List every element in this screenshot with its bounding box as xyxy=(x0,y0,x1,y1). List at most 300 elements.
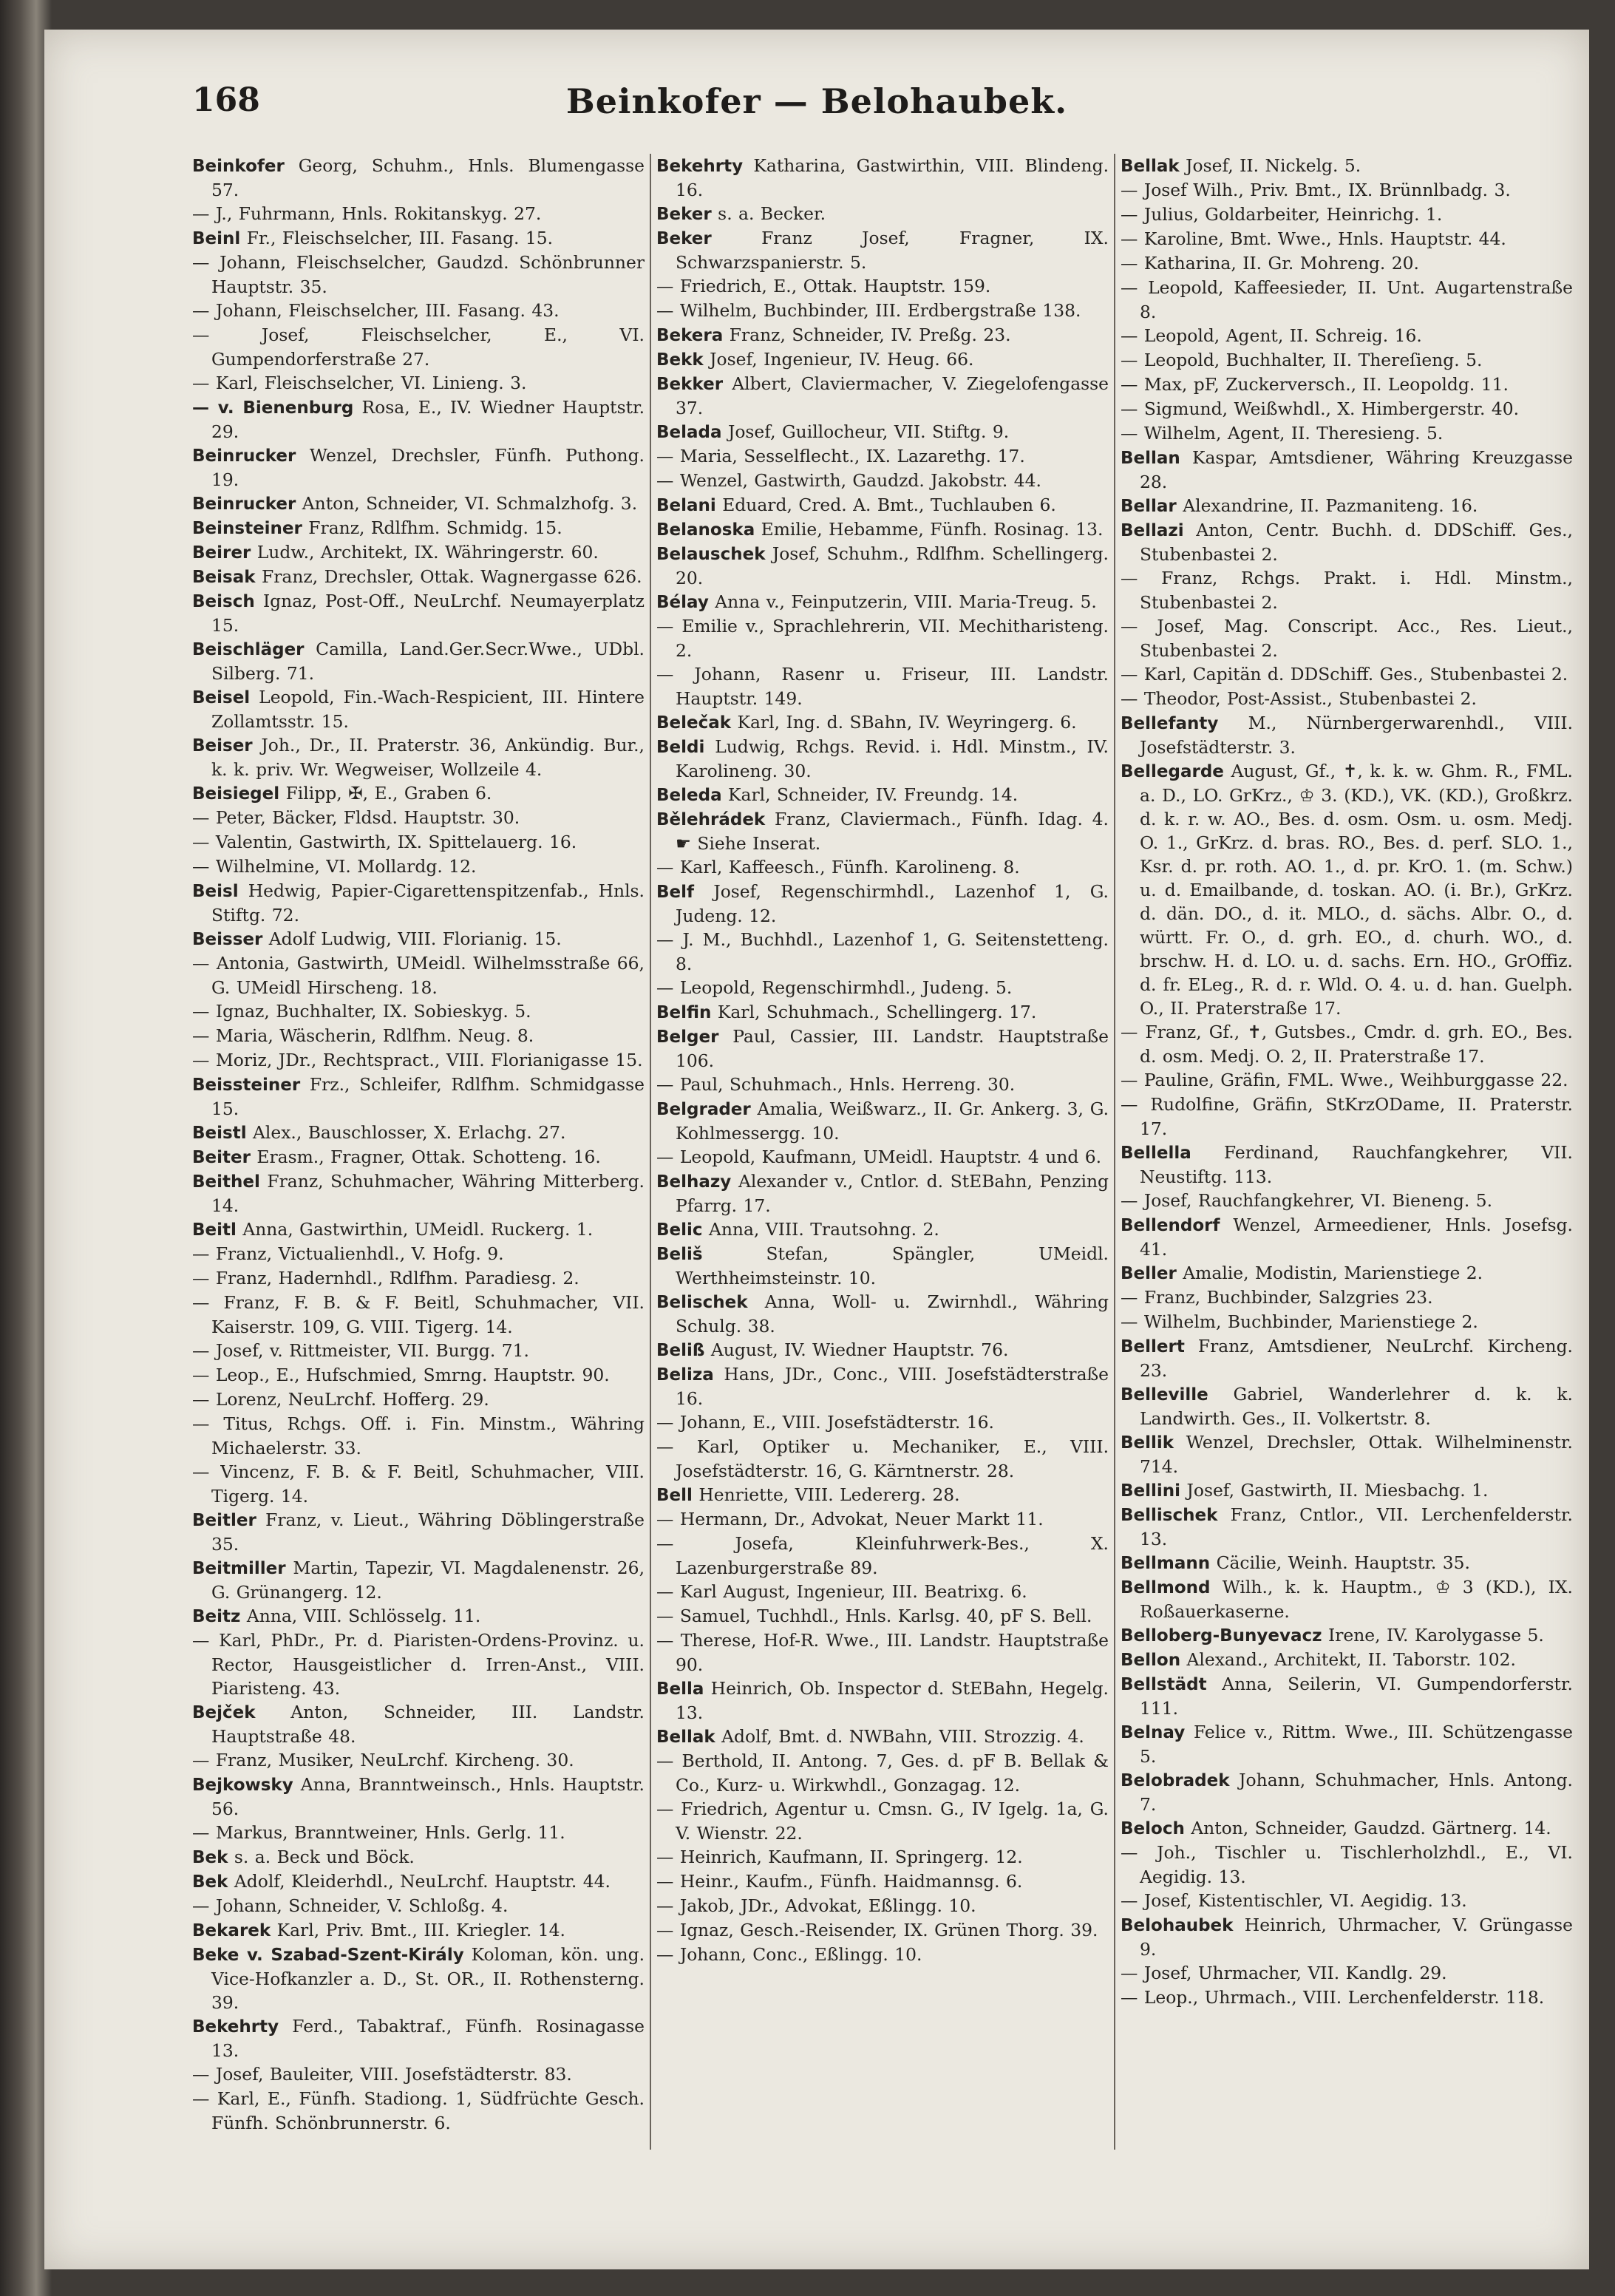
entry-details: Ferd., Tabaktraf., Fünfh. Rosinagasse 13. xyxy=(211,2016,645,2061)
directory-entry xyxy=(1121,1093,1573,1141)
entry-surname: Bellazi xyxy=(1121,521,1184,540)
directory-entry xyxy=(1121,1261,1573,1285)
entry-details: — Sigmund, Weißwhdl., X. Himbergerstr. 40. xyxy=(1121,398,1520,419)
entry-details: — Titus, Rchgs. Off. i. Fin. Minstm., Währing Michaelerstr. 33. xyxy=(192,1413,645,1458)
directory-entry xyxy=(1121,178,1573,203)
entry-details: — Josef, Kistentischler, VI. Aegidig. 13. xyxy=(1121,1890,1467,1911)
directory-entry xyxy=(1121,251,1573,276)
entry-surname: Beisl xyxy=(192,882,239,901)
directory-entry xyxy=(192,2062,645,2087)
directory-entry xyxy=(656,1217,1109,1242)
entry-details: Alexandrine, II. Pazmaniteng. 16. xyxy=(1176,495,1478,516)
directory-entry xyxy=(1121,1623,1573,1648)
entry-details: Anna, VIII. Schlösselg. 11. xyxy=(240,1606,481,1626)
directory-entry xyxy=(192,1388,645,1412)
entry-surname: Bellendorf xyxy=(1121,1216,1220,1235)
entry-surname: Beinrucker xyxy=(192,495,296,514)
directory-entry xyxy=(192,685,645,733)
entry-surname: Beitl xyxy=(192,1220,237,1240)
directory-entry xyxy=(192,1121,645,1145)
entry-details: — Theodor, Post-Assist., Stubenbastei 2. xyxy=(1121,688,1477,709)
directory-entry xyxy=(1121,373,1573,397)
directory-entry xyxy=(656,299,1109,323)
entry-surname: Bellak xyxy=(656,1728,715,1747)
entry-details: Stefan, Spängler, UMeidl. Werthheimsteinstr. 10. xyxy=(676,1243,1109,1288)
entry-details: Ludwig, Rchgs. Revid. i. Hdl. Minstm., IV. Karolineng. 30. xyxy=(676,736,1109,781)
directory-entry xyxy=(656,976,1109,1000)
entry-details: — Josef Wilh., Priv. Bmt., IX. Brünnlbadg. 3. xyxy=(1121,180,1511,200)
entry-details: — Leop., E., Hufschmied, Smrng. Hauptstr. 90. xyxy=(192,1365,610,1385)
entry-details: — Josef, Mag. Conscript. Acc., Res. Lieut., Stubenbastei 2. xyxy=(1121,616,1573,661)
entry-details: — Josef, Fleischselcher, E., VI. Gumpendorferstraße 27. xyxy=(192,325,645,370)
entry-details: Johann, Schuhmacher, Hnls. Antong. 7. xyxy=(1140,1770,1573,1815)
directory-entry xyxy=(1121,1020,1573,1068)
entry-surname: Belger xyxy=(656,1028,719,1047)
entry-details: Josef, Ingenieur, IV. Heug. 66. xyxy=(703,349,974,370)
entry-surname: Bekehrty xyxy=(656,157,744,176)
entry-details: Anna v., Feinputzerin, VIII. Maria-Treug. 5. xyxy=(708,591,1097,612)
directory-entry xyxy=(192,781,645,806)
directory-entry xyxy=(192,299,645,323)
entry-surname: Beiser xyxy=(192,736,253,755)
entry-surname: Bellan xyxy=(1121,449,1180,468)
entry-surname: Beisiegel xyxy=(192,784,280,804)
entry-surname: Belohaubek xyxy=(1121,1916,1234,1935)
entry-details: Hans, JDr., Conc., VIII. Josefstädterstraße 16. xyxy=(676,1364,1109,1409)
entry-details: — Johann, Fleischselcher, III. Fasang. 43. xyxy=(192,300,560,321)
directory-entry xyxy=(1121,227,1573,251)
directory-entry xyxy=(1121,1889,1573,1913)
entry-details: — Leopold, Agent, II. Schreig. 16. xyxy=(1121,325,1422,346)
entry-surname: Beitler xyxy=(192,1511,256,1530)
entry-surname: Beistl xyxy=(192,1124,247,1143)
directory-entry xyxy=(656,1242,1109,1290)
directory-entry xyxy=(656,1845,1109,1869)
directory-entry xyxy=(656,783,1109,807)
entry-details: August, Gf., ✝, k. k. w. Ghm. R., FML. a. D., LO. GrKrz., ♔ 3. (KD.), VK. (KD.), Großkrz. d. k. r. w. AO., Bes. d. osm. Osm. u. osm. Medj. O. 1., GrKrz. d. bras. RO., Bes. d. perf. SLO. 1., Ksr. d. pr. roth. AO. 1., d. pr. KrO. 1. (m. Schw.) u. d. Emailbande, d. toskan. AO. (i. Br.), GrKrz. d. dän. DO., d. it. MLO., d. sächs. Albr. O., d. württ. Fr. O., d. grh. EO., d. churh. WO., d. brschw. H. d. LO. u. d. sachs. Ern. HO., GrOffiz. d. fr. ELeg., R. d. r. Wld. O. 4. u. d. han. Guelph. O., II. Praterstraße 17. xyxy=(1140,761,1573,1019)
column-rule xyxy=(650,154,651,2150)
entry-surname: Bekehrty xyxy=(192,2017,279,2037)
directory-entry xyxy=(656,542,1109,590)
entry-surname: Beissteiner xyxy=(192,1076,301,1095)
directory-entry xyxy=(656,928,1109,976)
entry-details: Alexander v., Cntlor. d. StEBahn, Penzing Pfarrg. 17. xyxy=(676,1171,1109,1216)
directory-entry xyxy=(656,226,1109,274)
entry-details: — J. M., Buchhdl., Lazenhof 1, G. Seitenstetteng. 8. xyxy=(656,929,1109,974)
directory-entry xyxy=(656,1169,1109,1217)
directory-entry xyxy=(1121,446,1573,494)
entry-details: — Jakob, JDr., Advokat, Eßlingg. 10. xyxy=(656,1895,976,1916)
directory-entry xyxy=(192,1145,645,1169)
directory-entry xyxy=(192,1821,645,1845)
entry-details: August, IV. Wiedner Hauptstr. 76. xyxy=(704,1339,1009,1360)
directory-entry xyxy=(656,493,1109,517)
directory-entry xyxy=(192,1628,645,1700)
entry-surname: Bélay xyxy=(656,593,709,612)
directory-entry xyxy=(192,1556,645,1604)
entry-details: — Karl, Capitän d. DDSchiff. Ges., Stubenbastei 2. xyxy=(1121,664,1568,685)
directory-entry xyxy=(656,1918,1109,1943)
entry-details: Anna, Gastwirthin, UMeidl. Ruckerg. 1. xyxy=(236,1219,594,1240)
entry-details: — Leopold, Regenschirmhdl., Judeng. 5. xyxy=(656,977,1013,998)
directory-entry xyxy=(656,1604,1109,1628)
entry-details: — Wilhelm, Buchbinder, Marienstiege 2. xyxy=(1121,1311,1478,1332)
entry-details: — Markus, Branntweiner, Hnls. Gerlg. 11. xyxy=(192,1822,565,1843)
entry-surname: Belischek xyxy=(656,1293,748,1312)
directory-entry xyxy=(656,1749,1109,1797)
directory-entry xyxy=(1121,1986,1573,2010)
column-1 xyxy=(192,154,645,2238)
entry-surname: Bellak xyxy=(1121,157,1180,176)
entry-details: Anna, Seilerin, VI. Gumpendorferstr. 111. xyxy=(1140,1674,1573,1719)
entry-details: — Leop., Uhrmach., VIII. Lerchenfelderstr. 118. xyxy=(1121,1987,1545,2008)
entry-surname: Bekarek xyxy=(192,1921,271,1940)
entry-details: — Max, pF, Zuckerversch., II. Leopoldg. 11. xyxy=(1121,374,1509,395)
entry-surname: Bellmann xyxy=(1121,1554,1211,1573)
directory-entry xyxy=(192,1048,645,1073)
entry-surname: Belanoska xyxy=(656,520,755,540)
directory-entry xyxy=(1121,1768,1573,1816)
entry-details: — Hermann, Dr., Advokat, Neuer Markt 11. xyxy=(656,1509,1044,1529)
entry-surname: Beinkofer xyxy=(192,157,285,176)
directory-entry xyxy=(656,1073,1109,1097)
directory-entry xyxy=(656,1507,1109,1532)
directory-entry xyxy=(192,1363,645,1388)
entry-details: — Johann, Fleischselcher, Gaudzd. Schönbrunner Hauptstr. 35. xyxy=(192,252,645,297)
directory-entry xyxy=(1121,1285,1573,1310)
entry-surname: Beldi xyxy=(656,738,705,757)
directory-entry xyxy=(1121,1913,1573,1961)
entry-details: — Wilhelm, Buchbinder, III. Erdbergstraße 138. xyxy=(656,300,1081,321)
entry-surname: Beisser xyxy=(192,930,263,949)
column-rule xyxy=(1114,154,1115,2150)
directory-entry xyxy=(192,371,645,395)
entry-surname: Bellik xyxy=(1121,1433,1174,1453)
running-head: Beinkofer — Belohaubek. xyxy=(565,81,1068,121)
entry-surname: Bejček xyxy=(192,1703,256,1722)
entry-details: — Antonia, Gastwirth, UMeidl. Wilhelmsstraße 66, G. UMeidl Hirscheng. 18. xyxy=(192,953,645,998)
directory-entry xyxy=(192,733,645,781)
entry-details: Josef, Schuhm., Rdlfhm. Schellingerg. 20. xyxy=(676,543,1109,588)
entry-details: Hedwig, Papier-Cigarettenspitzenfab., Hnls. Stiftg. 72. xyxy=(211,880,645,925)
entry-details: — Therese, Hof-R. Wwe., III. Landstr. Hauptstraße 90. xyxy=(656,1630,1109,1675)
directory-entry xyxy=(192,1169,645,1217)
entry-details: — Heinr., Kaufm., Fünfh. Haidmannsg. 6. xyxy=(656,1871,1023,1892)
directory-entry xyxy=(1121,397,1573,421)
entry-surname: Bek xyxy=(192,1848,228,1867)
entry-details: Anna, Branntweinsch., Hnls. Hauptstr. 56. xyxy=(211,1774,645,1819)
entry-surname: Beller xyxy=(1121,1264,1177,1283)
directory-entry xyxy=(656,1894,1109,1918)
entry-surname: Beliß xyxy=(656,1341,705,1360)
directory-entry xyxy=(656,274,1109,299)
entry-details: Wenzel, Armeediener, Hnls. Josefsg. 41. xyxy=(1140,1215,1573,1260)
directory-entry xyxy=(192,589,645,637)
directory-entry xyxy=(192,1700,645,1748)
directory-entry xyxy=(192,251,645,299)
entry-details: Camilla, Land.Ger.Secr.Wwe., UDbl. Silberg. 71. xyxy=(211,639,645,684)
directory-entry xyxy=(192,565,645,589)
directory-entry xyxy=(656,517,1109,542)
directory-entry xyxy=(192,1073,645,1121)
entry-details: — Johann, Rasenr u. Friseur, III. Landstr. Hauptstr. 149. xyxy=(656,664,1109,709)
entry-details: — J., Fuhrmann, Hnls. Rokitanskyg. 27. xyxy=(192,203,542,224)
directory-entry xyxy=(192,323,645,371)
entry-details: Franz Josef, Fragner, IX. Schwarzspanierstr. 5. xyxy=(676,228,1109,273)
entry-details: Anna, VIII. Trautsohng. 2. xyxy=(702,1219,939,1240)
entry-surname: Belic xyxy=(656,1220,703,1240)
entry-details: Heinrich, Uhrmacher, V. Grüngasse 9. xyxy=(1140,1915,1573,1960)
entry-details: — Karl, PhDr., Pr. d. Piaristen-Ordens-Provinz. u. Rector, Hausgeistlicher d. Irren-Anst., VIII. Piaristeng. 43. xyxy=(192,1630,645,1699)
directory-entry xyxy=(1121,518,1573,566)
entry-details: — Emilie v., Sprachlehrerin, VII. Mechitharisteng. 2. xyxy=(656,616,1109,661)
directory-entry xyxy=(192,1242,645,1266)
directory-entry xyxy=(192,154,645,202)
entry-details: Kaspar, Amtsdiener, Währing Kreuzgasse 28. xyxy=(1140,447,1573,492)
entry-details: Joh., Dr., II. Praterstr. 36, Ankündig. Bur., k. k. priv. Wr. Wegweiser, Wollzeile 4. xyxy=(211,735,645,780)
entry-surname: Bellella xyxy=(1121,1144,1191,1163)
entry-details: Wenzel, Drechsler, Fünfh. Puthong. 19. xyxy=(211,445,645,490)
directory-entry xyxy=(192,637,645,685)
directory-entry xyxy=(192,395,645,444)
entry-details: — Joh., Tischler u. Tischlerholzhdl., E., VI. Aegidig. 13. xyxy=(1121,1842,1573,1887)
page-number: 168 xyxy=(192,81,260,119)
entry-details: Fr., Fleischselcher, III. Fasang. 15. xyxy=(240,228,554,248)
directory-entry xyxy=(1121,1334,1573,1382)
entry-details: — Ignaz, Gesch.-Reisender, IX. Grünen Thorg. 39. xyxy=(656,1920,1098,1940)
directory-entry xyxy=(656,1097,1109,1145)
directory-entry xyxy=(1121,566,1573,614)
directory-entry xyxy=(656,1677,1109,1725)
directory-entry xyxy=(656,347,1109,372)
entry-details: Adolf Ludwig, VIII. Florianig. 15. xyxy=(262,928,562,949)
entry-surname: Bellegarde xyxy=(1121,762,1224,781)
entry-details: Josef, Regenschirmhdl., Lazenhof 1, G. Judeng. 12. xyxy=(676,881,1109,926)
directory-entry xyxy=(1121,614,1573,662)
entry-surname: Beitz xyxy=(192,1607,241,1626)
directory-entry xyxy=(656,1532,1109,1580)
entry-details: — Wenzel, Gastwirth, Gaudzd. Jakobstr. 44. xyxy=(656,470,1041,491)
entry-details: — Leopold, Kaufmann, UMeidl. Hauptstr. 4 und 6. xyxy=(656,1147,1102,1167)
directory-entry xyxy=(1121,1961,1573,1986)
entry-details: — Valentin, Gastwirth, IX. Spittelauerg. 16. xyxy=(192,832,577,852)
entry-details: Felice v., Rittm. Wwe., III. Schützengasse 5. xyxy=(1140,1722,1573,1767)
entry-details: — Ignaz, Buchhalter, IX. Sobieskyg. 5. xyxy=(192,1001,531,1022)
directory-entry xyxy=(656,735,1109,783)
entry-details: Karl, Priv. Bmt., III. Kriegler. 14. xyxy=(271,1920,565,1940)
entry-details: Franz, Schuhmacher, Währing Mitterberg. 14. xyxy=(211,1171,645,1216)
entry-details: Georg, Schuhm., Hnls. Blumengasse 57. xyxy=(211,155,645,200)
entry-surname: Bellefanty xyxy=(1121,714,1219,733)
entry-surname: Beithel xyxy=(192,1172,260,1192)
directory-entry xyxy=(192,1845,645,1869)
entry-details: Katharina, Gastwirthin, VIII. Blindeng. 16. xyxy=(676,155,1109,200)
entry-surname: Beinrucker xyxy=(192,446,296,466)
directory-entry xyxy=(1121,494,1573,518)
entry-surname: Beker xyxy=(656,229,712,248)
entry-surname: Belečak xyxy=(656,713,732,733)
directory-entry xyxy=(192,830,645,855)
entry-surname: Bellischek xyxy=(1121,1506,1218,1525)
entry-details: Cäcilie, Weinh. Hauptstr. 35. xyxy=(1210,1552,1470,1573)
entry-details: Adolf, Kleiderhdl., NeuLrchf. Hauptstr. 44. xyxy=(228,1871,611,1892)
entry-surname: Bellini xyxy=(1121,1481,1181,1501)
directory-entry xyxy=(656,1000,1109,1025)
directory-entry xyxy=(656,154,1109,202)
directory-entry xyxy=(192,1918,645,1943)
entry-details: — Karoline, Bmt. Wwe., Hnls. Hauptstr. 44. xyxy=(1121,228,1506,249)
entry-surname: Beisak xyxy=(192,568,256,587)
directory-entry xyxy=(656,1797,1109,1845)
entry-details: Gabriel, Wanderlehrer d. k. k. Landwirth. Ges., II. Volkertstr. 8. xyxy=(1140,1384,1573,1429)
entry-details: — Wilhelmine, VI. Mollardg. 12. xyxy=(192,856,477,877)
entry-surname: — v. Bienenburg xyxy=(192,398,354,418)
directory-entry xyxy=(192,1508,645,1556)
directory-entry xyxy=(656,855,1109,880)
directory-entry xyxy=(656,880,1109,928)
entry-surname: Beloch xyxy=(1121,1819,1185,1838)
entry-details: Paul, Cassier, III. Landstr. Hauptstraße 106. xyxy=(676,1026,1109,1071)
entry-details: — Franz, Rchgs. Prakt. i. Hdl. Minstm., Stubenbastei 2. xyxy=(1121,568,1573,613)
directory-entry xyxy=(656,1025,1109,1073)
entry-details: Amalie, Modistin, Marienstiege 2. xyxy=(1176,1263,1483,1283)
directory-entry xyxy=(1121,324,1573,348)
entry-surname: Beke v. Szabad-Szent-Király xyxy=(192,1946,464,1965)
entry-details: Alex., Bauschlosser, X. Erlachg. 27. xyxy=(246,1122,566,1143)
directory-entry xyxy=(656,1362,1109,1410)
entry-details: Franz, Amtsdiener, NeuLrchf. Kircheng. 23. xyxy=(1140,1336,1573,1381)
directory-entry xyxy=(1121,687,1573,711)
directory-entry xyxy=(1121,1310,1573,1334)
directory-entry xyxy=(1121,1478,1573,1503)
entry-details: Ludw., Architekt, IX. Währingerstr. 60. xyxy=(251,542,599,563)
entry-surname: Belf xyxy=(656,883,695,902)
directory-entry xyxy=(1121,662,1573,687)
entry-details: Leopold, Fin.-Wach-Respicient, III. Hintere Zollamtsstr. 15. xyxy=(211,687,645,732)
entry-details: Franz, Claviermach., Fünfh. Idag. 4. ☛ Siehe Inserat. xyxy=(676,809,1109,854)
entry-details: — Berthold, II. Antong. 7, Ges. d. pF B. Bellak & Co., Kurz- u. Wirkwhdl., Gonzagag. 12. xyxy=(656,1750,1109,1796)
directory-entry xyxy=(192,516,645,540)
entry-details: Albert, Claviermacher, V. Ziegelofengasse 37. xyxy=(676,373,1109,418)
entry-surname: Belani xyxy=(656,496,716,515)
directory-entry xyxy=(656,1580,1109,1604)
directory-entry xyxy=(192,444,645,492)
entry-details: — Franz, Hadernhdl., Rdlfhm. Paradiesg. 2. xyxy=(192,1268,579,1288)
entry-details: Wenzel, Drechsler, Ottak. Wilhelminenstr. 714. xyxy=(1140,1432,1573,1477)
entry-surname: Bell xyxy=(656,1486,693,1505)
directory-entry xyxy=(1121,154,1573,178)
entry-details: Henriette, VIII. Ledererg. 28. xyxy=(692,1484,960,1505)
directory-entry xyxy=(1121,1816,1573,1841)
entry-surname: Bekker xyxy=(656,375,724,394)
entry-details: — Karl August, Ingenieur, III. Beatrixg. 6. xyxy=(656,1581,1027,1602)
entry-details: — Heinrich, Kaufmann, II. Springerg. 12. xyxy=(656,1847,1023,1867)
directory-entry xyxy=(192,540,645,565)
directory-entry xyxy=(1121,1503,1573,1551)
directory-entry xyxy=(656,469,1109,493)
entry-details: Karl, Schneider, IV. Freundg. 14. xyxy=(721,784,1019,805)
entry-details: — Karl, Kaffeesch., Fünfh. Karolineng. 8. xyxy=(656,857,1020,877)
entry-details: Franz, Cntlor., VII. Lerchenfelderstr. 13. xyxy=(1140,1504,1573,1549)
directory-entry xyxy=(192,1291,645,1339)
directory-entry xyxy=(192,1773,645,1821)
directory-entry xyxy=(656,202,1109,226)
directory-entry xyxy=(192,1604,645,1628)
entry-surname: Bellmond xyxy=(1121,1578,1211,1597)
entry-surname: Bellon xyxy=(1121,1651,1181,1670)
entry-details: — Franz, Victualienhdl., V. Hofg. 9. xyxy=(192,1243,504,1264)
directory-entry xyxy=(192,1894,645,1918)
entry-details: — Karl, E., Fünfh. Stadiong. 1, Südfrüchte Gesch. Fünfh. Schönbrunnerstr. 6. xyxy=(192,2088,645,2133)
entry-details: — Friedrich, E., Ottak. Hauptstr. 159. xyxy=(656,276,991,296)
entry-surname: Belnay xyxy=(1121,1723,1186,1742)
entry-surname: Belleville xyxy=(1121,1385,1208,1405)
entry-details: Heinrich, Ob. Inspector d. StEBahn, Hegelg. 13. xyxy=(676,1678,1109,1723)
directory-entry xyxy=(656,1628,1109,1677)
entry-details: — Josef, Bauleiter, VIII. Josefstädterstr. 83. xyxy=(192,2064,572,2085)
directory-entry xyxy=(656,1145,1109,1169)
directory-entry xyxy=(656,662,1109,710)
directory-entry xyxy=(656,1338,1109,1362)
directory-entry xyxy=(656,710,1109,735)
directory-entry xyxy=(192,1217,645,1242)
entry-details: — Josef, v. Rittmeister, VII. Burgg. 71. xyxy=(192,1340,529,1361)
directory-entry xyxy=(192,1869,645,1894)
entry-surname: Belfin xyxy=(656,1003,712,1022)
directory-entry xyxy=(192,1339,645,1363)
entry-details: Josef, Gastwirth, II. Miesbachg. 1. xyxy=(1180,1480,1489,1501)
entry-surname: Beisch xyxy=(192,592,255,611)
directory-entry xyxy=(1121,1141,1573,1189)
entry-details: — Paul, Schuhmach., Hnls. Herreng. 30. xyxy=(656,1074,1016,1095)
entry-details: — Moriz, JDr., Rechtspract., VIII. Florianigasse 15. xyxy=(192,1050,643,1070)
entry-details: — Johann, Conc., Eßlingg. 10. xyxy=(656,1944,922,1965)
entry-surname: Beker xyxy=(656,205,712,224)
directory-entry xyxy=(656,323,1109,347)
directory-entry xyxy=(1121,1430,1573,1478)
directory-entry xyxy=(656,444,1109,469)
directory-entry xyxy=(656,1435,1109,1483)
entry-details: — Josefa, Kleinfuhrwerk-Bes., X. Lazenburgerstraße 89. xyxy=(656,1533,1109,1578)
directory-entry xyxy=(192,806,645,830)
entry-details: Karl, Ing. d. SBahn, IV. Weyringerg. 6. xyxy=(731,712,1077,733)
entry-surname: Belauschek xyxy=(656,545,766,564)
directory-entry xyxy=(656,1290,1109,1338)
entry-surname: Beitmiller xyxy=(192,1559,286,1578)
entry-details: Rosa, E., IV. Wiedner Hauptstr. 29. xyxy=(211,397,645,442)
column-3 xyxy=(1121,154,1573,2238)
directory-entry xyxy=(1121,421,1573,446)
entry-details: Alexand., Architekt, II. Taborstr. 102. xyxy=(1180,1649,1516,1670)
entry-details: — Maria, Sesselflecht., IX. Lazarethg. 17. xyxy=(656,446,1025,466)
directory-entry xyxy=(192,855,645,879)
directory-entry xyxy=(192,226,645,251)
directory-entry xyxy=(656,590,1109,614)
entry-details: Anton, Schneider, Gaudzd. Gärtnerg. 14. xyxy=(1184,1818,1551,1838)
directory-entry xyxy=(192,492,645,516)
entry-surname: Belgrader xyxy=(656,1100,751,1119)
directory-entry xyxy=(1121,1189,1573,1213)
entry-details: — Friedrich, Agentur u. Cmsn. G., IV Igelg. 1a, G. V. Wienstr. 22. xyxy=(656,1799,1109,1844)
entry-surname: Beiter xyxy=(192,1148,251,1167)
entry-surname: Beinl xyxy=(192,229,241,248)
entry-details: Franz, v. Lieut., Währing Döblingerstraße 35. xyxy=(211,1509,645,1555)
directory-entry xyxy=(192,2087,645,2135)
entry-details: — Josef, Uhrmacher, VII. Kandlg. 29. xyxy=(1121,1963,1447,1983)
entry-details: — Johann, Schneider, V. Schloßg. 4. xyxy=(192,1895,509,1916)
directory-entry xyxy=(192,999,645,1024)
entry-details: Eduard, Cred. A. Bmt., Tuchlauben 6. xyxy=(715,495,1056,515)
